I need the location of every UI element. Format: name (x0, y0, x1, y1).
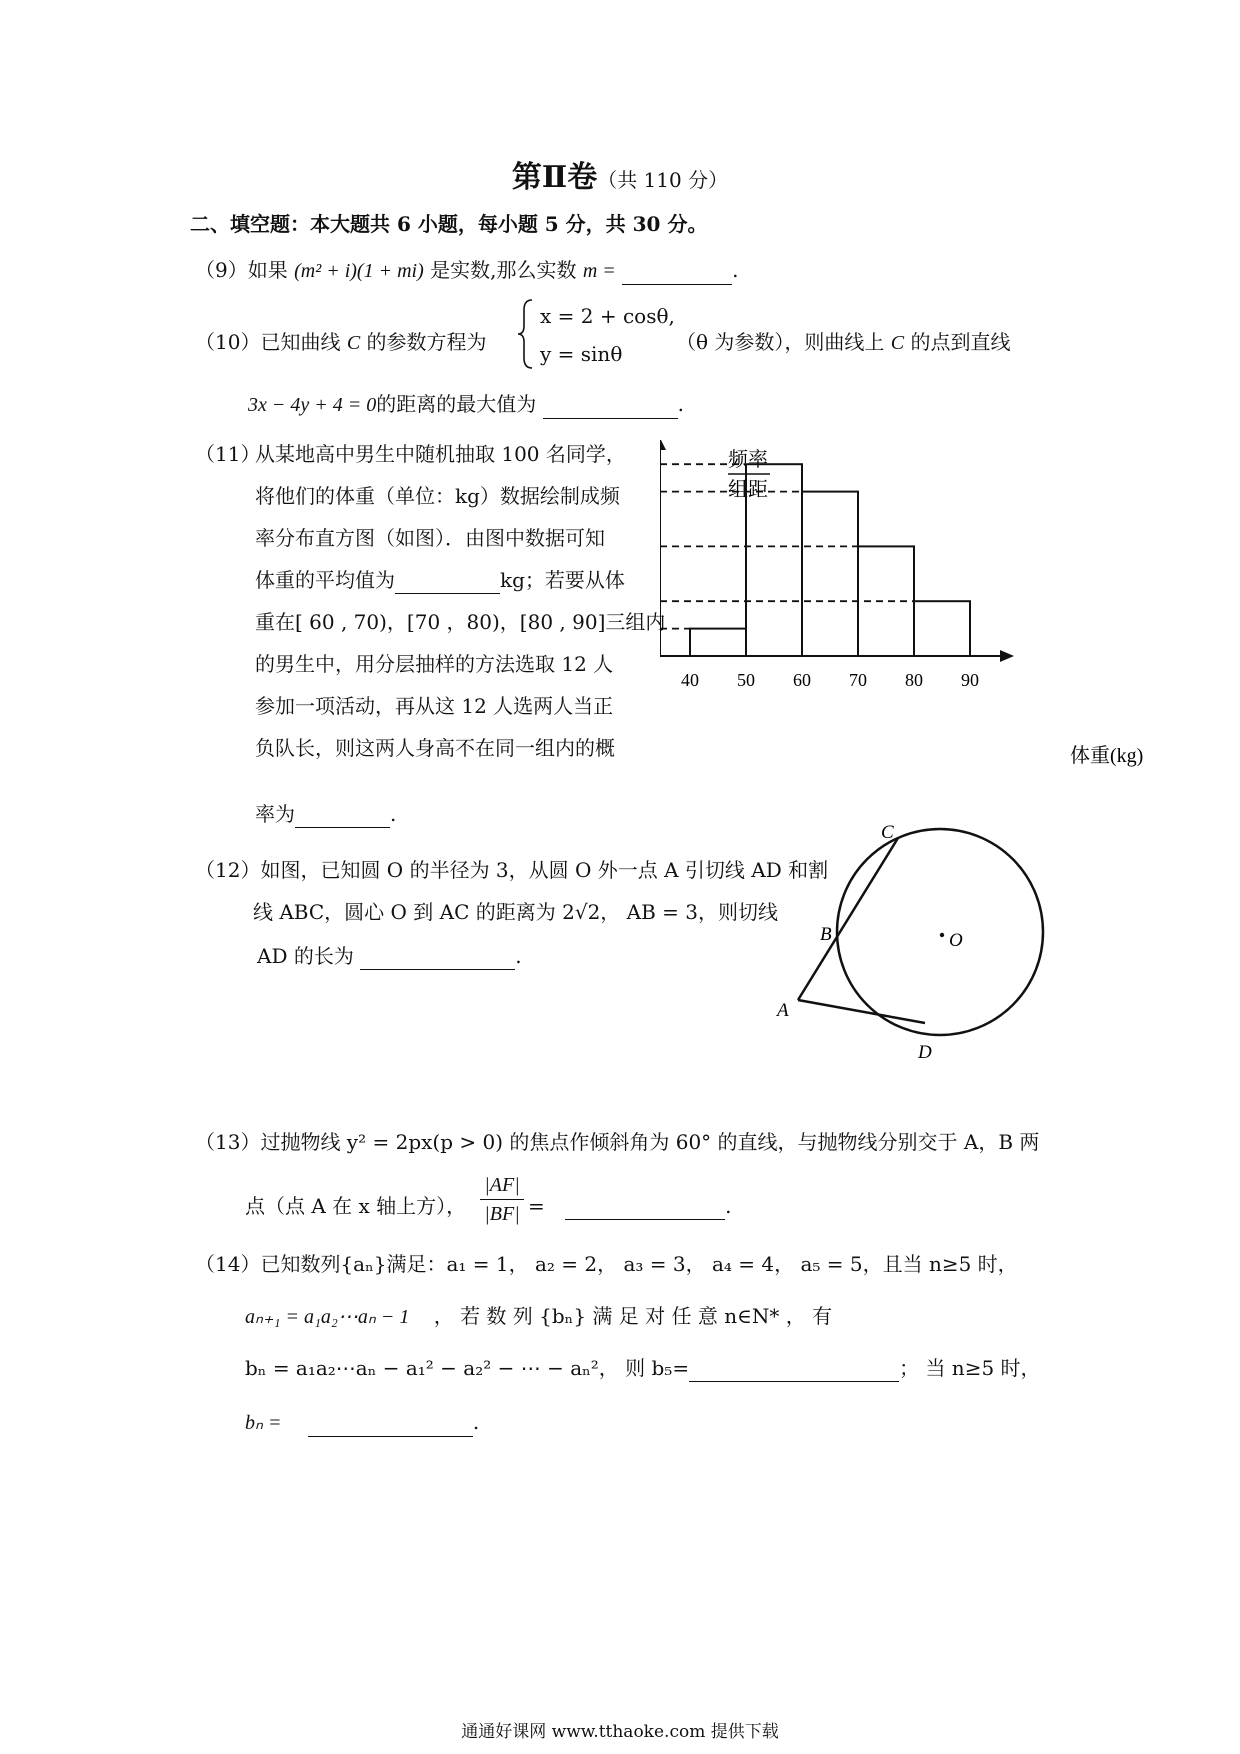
q14-line-2 (245, 1302, 832, 1331)
q13-line-1-text: 过抛物线 y² = 2px(p > 0) 的焦点作倾斜角为 60° 的直线，与抛物线分别交于 A，B 两 (260, 1130, 1040, 1154)
q13-line-1 (195, 1128, 1039, 1156)
q10-text-b: 的参数方程为 (366, 330, 487, 354)
q14-number: （14） (195, 1252, 261, 1276)
q13-frac-num: |AF| (484, 1174, 520, 1196)
histogram-bar-4 (914, 601, 970, 656)
q12-line-3 (257, 942, 522, 970)
q10-text-a: 已知曲线 (260, 330, 341, 354)
q11-line-8: 负队长，则这两人身高不在同一组内的概 (255, 736, 615, 760)
q10-line2 (248, 390, 684, 419)
footer-note: 通通好课网 www.tthaoke.com 提供下载 (461, 1722, 779, 1742)
q9-expr: (m² + i)(1 + mi) (294, 260, 424, 282)
histogram-bar-0 (690, 629, 746, 656)
x-tick-label-4: 80 (905, 670, 923, 690)
title-sub: （共 110 分） (597, 168, 729, 192)
q13-line-2: 点（点 A 在 x 轴上方）， (245, 1194, 467, 1218)
q12-line-2: 线 ABC，圆心 O 到 AC 的距离为 2√2， AB = 3，则切线 (253, 900, 778, 924)
q11-line-1: 从某地高中男生中随机抽取 100 名同学， (255, 442, 626, 466)
q11-number: （11） (195, 442, 261, 466)
histogram-bar-2 (802, 492, 858, 656)
label-b: B (820, 924, 832, 945)
q13-frac-bar (480, 1199, 524, 1200)
q11-line-4 (255, 566, 625, 594)
q12-number: （12） (195, 858, 261, 882)
x-tick-label-1: 50 (737, 670, 755, 690)
q11-line-6: 的男生中，用分层抽样的方法选取 12 人 (255, 652, 614, 676)
q11-line-9-head: 率为 (255, 802, 295, 826)
circle-figure (755, 820, 1065, 1070)
q14-recurrence: aₙ₊₁ = a₁a₂⋯aₙ − 1 (245, 1306, 410, 1328)
q13-number: （13） (195, 1130, 261, 1154)
chart-ylabel-top: 频率 (728, 449, 768, 471)
q10-var-c: C (346, 332, 361, 354)
label-c: C (881, 822, 894, 843)
q13-end: . (725, 1194, 732, 1218)
q13-eq-row (528, 1192, 731, 1220)
tangent-ad (798, 1000, 925, 1023)
q10-line-expr: 3x − 4y + 4 = 0 (248, 394, 377, 416)
q10-tail (676, 328, 1010, 357)
q11-end: . (390, 802, 397, 826)
q13-frac-den: |BF| (484, 1203, 520, 1225)
q14-answer-blank-2[interactable] (308, 1414, 473, 1437)
q11-line-4-tail: kg；若要从体 (500, 568, 625, 592)
q10-brace (516, 298, 536, 370)
q11-line-3: 率分布直方图（如图）．由图中数据可知 (255, 526, 605, 550)
label-a: A (777, 1000, 789, 1021)
q11-line-7: 参加一项活动，再从这 12 人选两人当正 (255, 694, 614, 718)
x-axis-arrow (1000, 650, 1014, 662)
q10-eq2: y = sinθ (540, 342, 623, 366)
q12-line-1-text: 如图，已知圆 O 的半径为 3，从圆 O 外一点 A 引切线 AD 和割 (260, 858, 829, 882)
q9-number: （9） (195, 258, 248, 282)
page-title (0, 152, 1240, 196)
x-tick-label-2: 60 (793, 670, 811, 690)
q9-var: m = (582, 260, 616, 282)
x-tick-label-5: 90 (961, 670, 979, 690)
q14-line-3-tail: ； 当 n≥5 时， (899, 1356, 1041, 1380)
q14-end: . (472, 1410, 480, 1434)
q10-text-c: 的点到直线 (910, 330, 1011, 354)
q11-answer-blank-2[interactable] (295, 805, 390, 828)
y-axis-arrow (660, 440, 666, 450)
q13-answer-blank[interactable] (565, 1197, 725, 1220)
q10-end: . (677, 392, 684, 416)
q9-text-a: 如果 (247, 258, 288, 282)
q14-bn: bₙ = (245, 1412, 282, 1434)
q10-number: （10） (195, 330, 261, 354)
q13-fraction (480, 1172, 524, 1227)
title-main: 第Ⅱ卷 (511, 160, 598, 195)
q11-line-9 (255, 800, 396, 828)
q11-answer-blank-1[interactable] (395, 571, 500, 594)
q11-line-5: 重在[ 60 , 70)，[70 ，80)，[80 , 90]三组内 (255, 610, 666, 634)
label-o: O (949, 930, 963, 951)
q12-answer-blank[interactable] (360, 947, 515, 970)
x-tick-label-3: 70 (849, 670, 867, 690)
q11-line-4-head: 体重的平均值为 (255, 568, 395, 592)
q13-eq: = (528, 1194, 545, 1218)
question-10 (195, 328, 487, 357)
circle-o (837, 829, 1043, 1035)
q10-line2-text: 的距离的最大值为 (376, 392, 537, 416)
q11-line-2: 将他们的体重（单位：kg）数据绘制成频 (255, 484, 620, 508)
q14-answer-blank-1[interactable] (689, 1359, 899, 1382)
q14-line-2-text: ， 若 数 列 {bₙ} 满 足 对 任 意 n∈N* ， 有 (433, 1304, 833, 1328)
q14-line-1-text: 已知数列{aₙ}满足：a₁ = 1， a₂ = 2， a₃ = 3， a₄ = 4， a₅ = 5，且当 n≥5 时， (260, 1252, 1018, 1276)
q14-line-3-text: bₙ = a₁a₂⋯aₙ − a₁² − a₂² − ⋯ − aₙ²， 则 b₅= (245, 1356, 690, 1380)
q14-line-4 (245, 1408, 479, 1437)
chart-ylabel-bottom: 组距 (728, 479, 768, 501)
q10-answer-blank[interactable] (543, 396, 678, 419)
section-heading: 二、填空题：本大题共 6 小题，每小题 5 分，共 30 分。 (190, 212, 708, 236)
q9-end: . (732, 258, 739, 282)
question-9 (195, 256, 738, 285)
q12-line-1 (195, 856, 828, 884)
center-dot (940, 933, 944, 937)
q12-end: . (515, 944, 522, 968)
q14-line-1 (195, 1250, 1018, 1278)
q9-answer-blank[interactable] (622, 262, 732, 285)
q10-param-note: （θ 为参数），则曲线上 (676, 330, 885, 354)
x-tick-label-0: 40 (681, 670, 699, 690)
q10-var-c2: C (890, 332, 905, 354)
q9-text-b: 是实数,那么实数 (430, 258, 577, 282)
chart-xlabel: 体重(kg) (1070, 745, 1144, 767)
q14-line-3 (245, 1354, 1041, 1382)
label-d: D (918, 1042, 932, 1063)
histogram-chart (660, 440, 1180, 780)
q10-eq1: x = 2 + cosθ, (540, 304, 675, 328)
q12-line-3-text: AD 的长为 (257, 944, 354, 968)
